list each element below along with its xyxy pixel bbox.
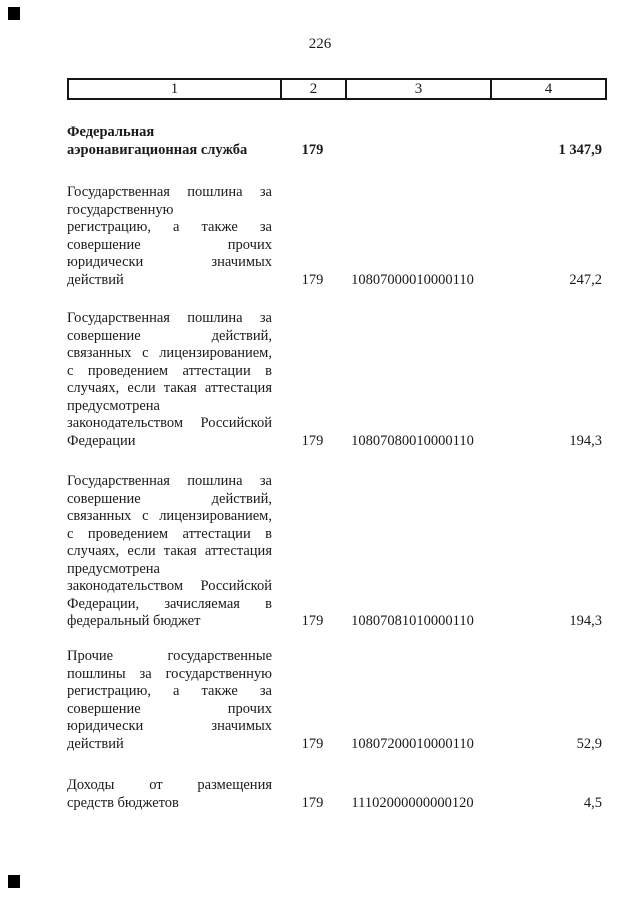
row-description-line: государственную (67, 201, 174, 218)
row-description-line: пошлины за государственную (67, 665, 272, 682)
row-budget-classification-code: 10807200010000110 (351, 735, 474, 752)
row-amount: 52,9 (576, 735, 602, 752)
row-admin-code: 179 (301, 432, 324, 449)
row-description-line: действий (67, 271, 124, 288)
table-row (67, 184, 607, 289)
row-description-line: законодательством Российской (67, 415, 272, 431)
row-amount: 1 347,9 (558, 141, 602, 158)
table-row (67, 124, 607, 159)
row-description-line: законодательством Российской (67, 578, 272, 594)
row-description-line: связанных с лицензированием, (67, 508, 272, 524)
row-description-line: Прочие государственные (67, 648, 272, 664)
row-amount: 247,2 (569, 271, 602, 288)
row-admin-code: 179 (301, 735, 324, 752)
row-description-line: совершение прочих (67, 236, 272, 253)
row-admin-code: 179 (301, 794, 324, 811)
scan-mark-bottom-left (8, 875, 20, 888)
row-description-line: федеральный бюджет (67, 613, 201, 629)
row-description-line: регистрацию, а также за (67, 219, 272, 235)
row-amount: 194,3 (569, 613, 602, 629)
row-description-line: совершение прочих (67, 700, 272, 717)
row-budget-classification-code: 11102000000000120 (351, 794, 474, 811)
row-description (67, 124, 272, 159)
row-description-line: совершение действий, (67, 490, 272, 507)
row-description (67, 184, 272, 289)
row-description-line: предусмотрена (67, 560, 160, 577)
row-description-line: предусмотрена (67, 397, 160, 414)
table-header-col-4: 4 (490, 80, 605, 98)
row-description-line: с проведением аттестации в (67, 362, 272, 379)
row-description-line: юридически значимых (67, 254, 272, 270)
row-budget-classification-code: 10807080010000110 (351, 432, 474, 449)
table-row (67, 648, 607, 753)
row-description (67, 648, 272, 753)
row-description-line: совершение действий, (67, 327, 272, 344)
row-admin-code: 179 (301, 141, 324, 158)
row-amount: 194,3 (569, 432, 602, 449)
row-description-line: Федерации (67, 432, 136, 449)
row-description-line: случаях, если такая аттестация (67, 543, 272, 559)
row-description-line: регистрацию, а также за (67, 683, 272, 699)
row-description-line: аэронавигационная служба (67, 141, 248, 158)
row-description-line: Доходы от размещения (67, 777, 272, 793)
row-description (67, 473, 272, 631)
table-header-row (67, 78, 607, 100)
row-description-line: средств бюджетов (67, 794, 179, 811)
page-number: 226 (308, 36, 332, 52)
row-description-line: Государственная пошлина за (67, 310, 272, 326)
row-description-line: связанных с лицензированием, (67, 345, 272, 361)
row-description (67, 310, 272, 450)
table-header-col-1: 1 (170, 81, 179, 97)
row-description-line: юридически значимых (67, 718, 272, 734)
table-header-col-2: 2 (280, 80, 345, 98)
row-description-line: с проведением аттестации в (67, 525, 272, 542)
row-budget-classification-code: 10807000010000110 (351, 271, 474, 288)
row-description-line: Федеральная (67, 124, 155, 140)
row-admin-code: 179 (301, 271, 324, 288)
table-row (67, 310, 607, 450)
row-description (67, 777, 272, 812)
row-description-line: Федерации, зачисляемая в (67, 595, 272, 612)
table-row (67, 473, 607, 631)
row-description-line: случаях, если такая аттестация (67, 380, 272, 396)
table-header-col-3: 3 (345, 80, 490, 98)
row-description-line: Государственная пошлина за (67, 473, 272, 489)
row-description-line: Государственная пошлина за (67, 184, 272, 200)
table-row (67, 777, 607, 812)
row-admin-code: 179 (301, 613, 324, 629)
row-amount: 4,5 (583, 794, 602, 811)
scan-mark-top-left (8, 7, 20, 20)
row-budget-classification-code: 10807081010000110 (351, 613, 474, 629)
row-description-line: действий (67, 735, 124, 752)
